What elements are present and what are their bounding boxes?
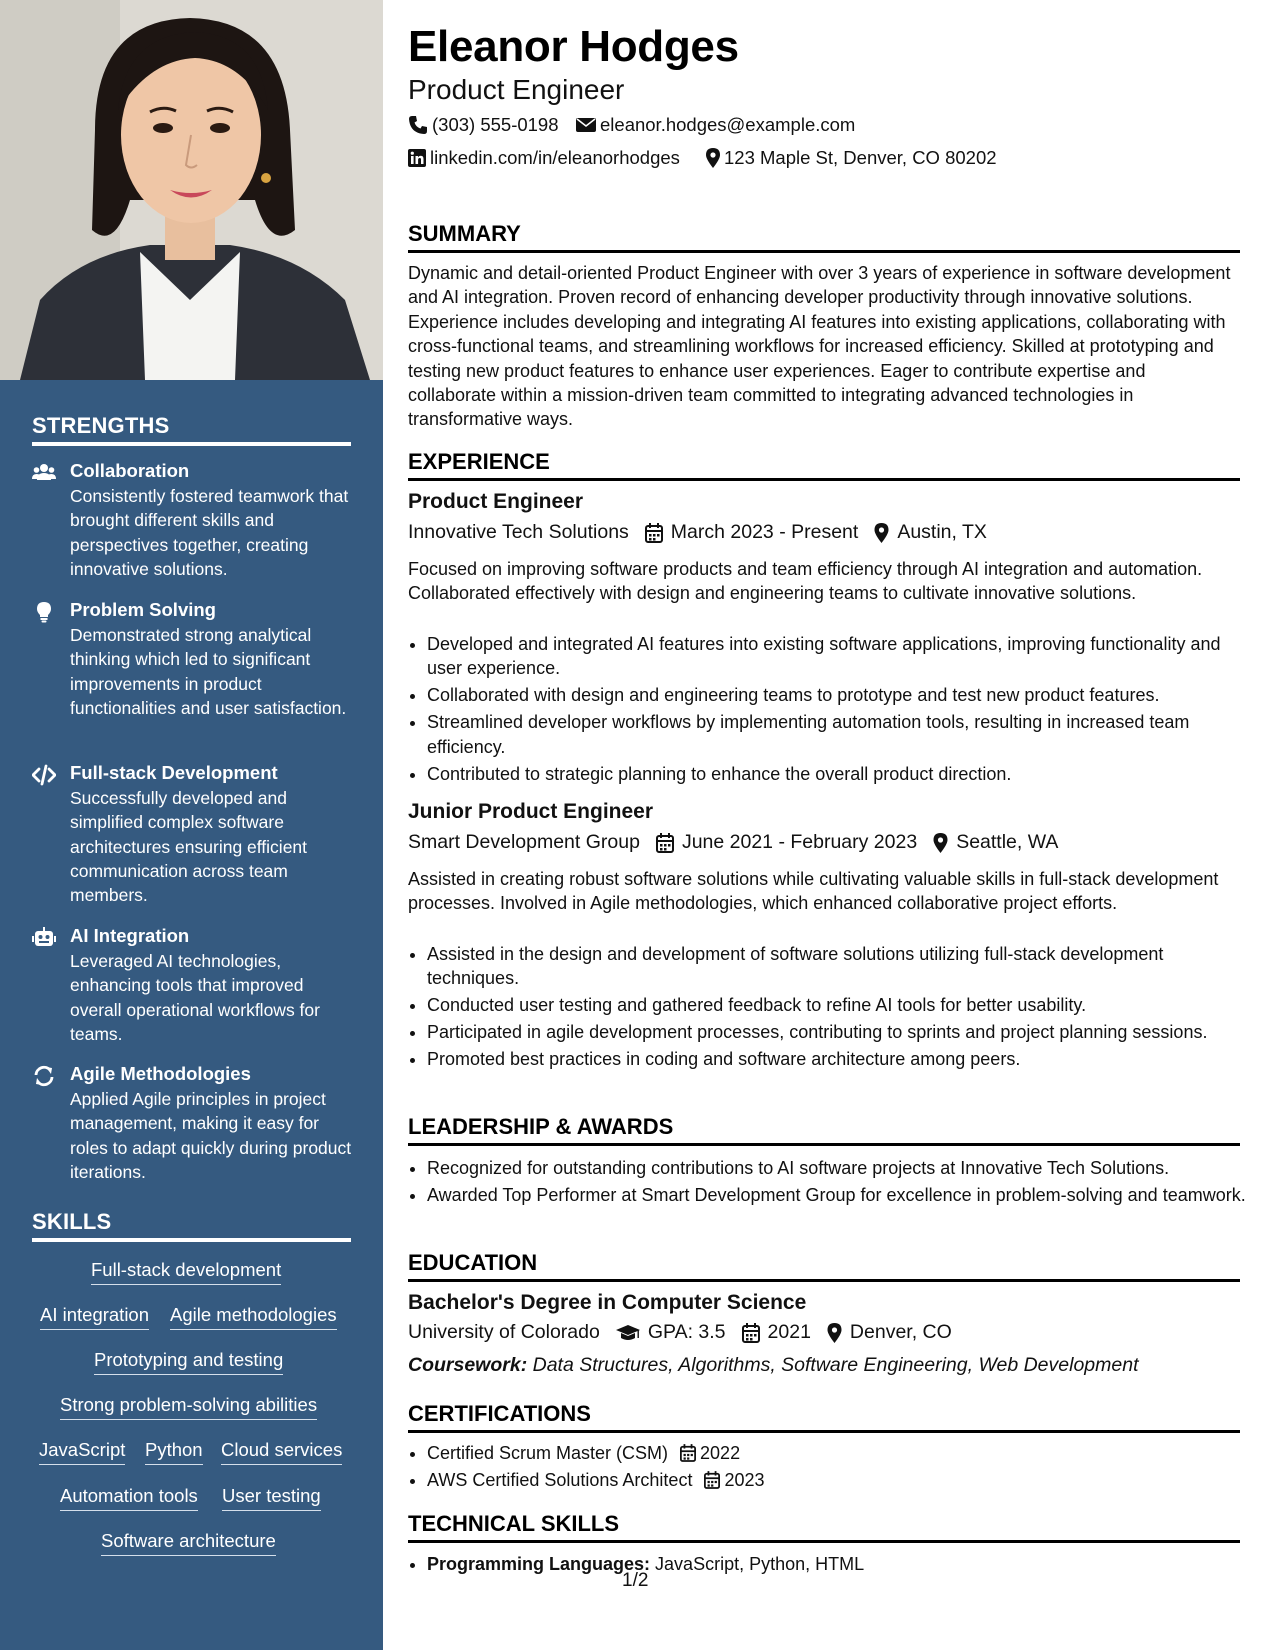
certification-name: • AWS Certified Solutions Architect bbox=[427, 1470, 693, 1490]
experience-heading: EXPERIENCE bbox=[408, 449, 1240, 481]
education-heading: EDUCATION bbox=[408, 1250, 1240, 1282]
address-contact bbox=[706, 147, 997, 169]
job-dates: March 2023 - Present bbox=[670, 521, 859, 543]
job-bullets bbox=[408, 632, 1259, 789]
job-description: Assisted in creating robust software solutions while cultivating valuable skills in full-stack development processes. Involved in Agile methodologies, which enhanced collaborative project efforts. bbox=[408, 869, 1219, 914]
address-text: 123 Maple St, Denver, CO 80202 bbox=[724, 147, 997, 168]
summary-heading: SUMMARY bbox=[408, 221, 1240, 253]
calendar-icon bbox=[742, 1323, 760, 1343]
strength-desc: Leveraged AI technologies, enhancing tools that improved overall operational workflows for teams. bbox=[70, 951, 320, 1044]
graduation-year: 2021 bbox=[767, 1321, 811, 1343]
technical-skills-heading: TECHNICAL SKILLS bbox=[408, 1511, 1240, 1543]
linkedin-text[interactable]: linkedin.com/in/eleanorhodges bbox=[430, 147, 680, 168]
leadership-bullets bbox=[408, 1156, 1259, 1210]
list-item: • Participated in agile development processes, contributing to sprints and project planning sessions. bbox=[427, 1020, 1259, 1044]
linkedin-icon bbox=[408, 149, 426, 167]
coursework bbox=[408, 1354, 1139, 1377]
job-meta bbox=[408, 521, 987, 544]
job-dates: June 2021 - February 2023 bbox=[681, 831, 918, 853]
skills-heading: SKILLS bbox=[32, 1209, 351, 1242]
list-item: • Promoted best practices in coding and software architecture among peers. bbox=[427, 1047, 1259, 1071]
job-meta bbox=[408, 831, 1058, 854]
job-description: Focused on improving software products and team efficiency through AI integration and automation. Collaborated effectively with design and engineering teams to cultivate innovative solutions. bbox=[408, 559, 1203, 604]
phone-text: (303) 555-0198 bbox=[432, 114, 559, 135]
graduation-cap-icon bbox=[616, 1324, 640, 1342]
job-location: Seattle, WA bbox=[956, 831, 1059, 853]
strength-title: Problem Solving bbox=[70, 599, 216, 620]
technical-skills-list bbox=[408, 1552, 1259, 1579]
profile-photo bbox=[0, 0, 383, 380]
envelope-icon bbox=[576, 116, 596, 134]
strength-desc: Applied Agile principles in project management, making it easy for roles to adapt quickly during product iterations. bbox=[70, 1089, 352, 1182]
skill-tag: Cloud services bbox=[221, 1439, 342, 1465]
strength-title: AI Integration bbox=[70, 925, 190, 946]
skill-tag: Software architecture bbox=[101, 1530, 276, 1556]
strength-desc: Successfully developed and simplified complex software architectures ensuring efficient communication across team members. bbox=[70, 788, 308, 906]
page-indicator: 1/2 bbox=[622, 1570, 649, 1591]
strength-title: Full-stack Development bbox=[70, 762, 278, 783]
map-marker-icon bbox=[874, 523, 889, 543]
school-name: University of Colorado bbox=[408, 1321, 600, 1343]
calendar-icon bbox=[704, 1471, 720, 1489]
list-item: • Developed and integrated AI features into existing software applications, improving functionality and user experience. bbox=[427, 632, 1259, 681]
company-name: Innovative Tech Solutions bbox=[408, 521, 629, 543]
skill-tag: Prototyping and testing bbox=[94, 1349, 283, 1375]
gpa-text: GPA: 3.5 bbox=[647, 1321, 726, 1343]
map-marker-icon bbox=[933, 833, 948, 853]
users-icon bbox=[32, 462, 56, 484]
list-item: • Awarded Top Performer at Smart Development Group for excellence in problem-solving and teamwork. bbox=[427, 1183, 1259, 1207]
company-name: Smart Development Group bbox=[408, 831, 640, 853]
skill-tag: User testing bbox=[222, 1485, 321, 1511]
phone-icon bbox=[408, 115, 428, 135]
calendar-icon bbox=[656, 833, 674, 853]
tech-skill-label: Programming Languages: bbox=[427, 1554, 651, 1574]
skill-tag: Agile methodologies bbox=[170, 1304, 337, 1330]
strength-desc: Consistently fostered teamwork that brought different skills and perspectives together, creating innovative solutions. bbox=[70, 486, 349, 579]
sync-icon bbox=[32, 1065, 56, 1087]
job-location: Austin, TX bbox=[897, 521, 987, 543]
phone-contact bbox=[408, 114, 559, 136]
certification-year: 2023 bbox=[724, 1470, 765, 1490]
skill-tag: Full-stack development bbox=[91, 1259, 281, 1285]
certification-list bbox=[408, 1441, 1259, 1495]
calendar-icon bbox=[645, 523, 663, 543]
list-item bbox=[427, 1468, 1259, 1492]
leadership-heading: LEADERSHIP & AWARDS bbox=[408, 1114, 1240, 1146]
skill-tag: Automation tools bbox=[60, 1485, 198, 1511]
coursework-label: Coursework: bbox=[408, 1354, 528, 1376]
job-bullets bbox=[408, 942, 1259, 1074]
strength-desc: Demonstrated strong analytical thinking which led to significant improvements in product functionalities and user satisfaction. bbox=[70, 625, 347, 718]
coursework-text: Data Structures, Algorithms, Software Engineering, Web Development bbox=[532, 1354, 1139, 1376]
list-item: • Streamlined developer workflows by implementing automation tools, resulting in increased team efficiency. bbox=[427, 710, 1259, 759]
job-title: Junior Product Engineer bbox=[408, 800, 654, 823]
map-marker-icon bbox=[706, 148, 720, 168]
list-item: • Collaborated with design and engineering teams to prototype and test new product features. bbox=[427, 683, 1259, 707]
candidate-title: Product Engineer bbox=[408, 74, 625, 105]
lightbulb-icon bbox=[32, 601, 56, 623]
code-icon bbox=[32, 764, 56, 786]
list-item: • Assisted in the design and development of software solutions utilizing full-stack development techniques. bbox=[427, 942, 1259, 991]
tech-skill-value: JavaScript, Python, HTML bbox=[655, 1554, 865, 1574]
skill-tag: AI integration bbox=[40, 1304, 149, 1330]
list-item bbox=[427, 1552, 1259, 1576]
list-item: • Conducted user testing and gathered feedback to refine AI tools for better usability. bbox=[427, 993, 1259, 1017]
calendar-icon bbox=[680, 1444, 696, 1462]
map-marker-icon bbox=[827, 1323, 842, 1343]
email-contact[interactable] bbox=[576, 114, 855, 136]
linkedin-contact[interactable] bbox=[408, 147, 680, 169]
skill-tag: Python bbox=[145, 1439, 203, 1465]
sidebar bbox=[0, 0, 383, 1650]
strength-title: Collaboration bbox=[70, 460, 190, 481]
strengths-heading: STRENGTHS bbox=[32, 413, 351, 446]
summary-text: Dynamic and detail-oriented Product Engineer with over 3 years of experience in software development and AI integration. Proven record of enhancing developer productivity through innovative solutions. Experience includes developing and integrating AI features into existing applications, collaborating with cross-functional teams, and streamlining workflows for increased efficiency. Skilled at prototyping and testing new product features to enhance user experiences. Eager to contribute expertise and collaborate within a mission-driven team committed to integrating advanced technologies in transformative ways. bbox=[408, 263, 1231, 430]
skill-tag: Strong problem-solving abilities bbox=[60, 1394, 317, 1420]
skill-tag: JavaScript bbox=[39, 1439, 125, 1465]
candidate-name: Eleanor Hodges bbox=[408, 22, 739, 71]
certification-year: 2022 bbox=[700, 1443, 741, 1463]
list-item: • Contributed to strategic planning to enhance the overall product direction. bbox=[427, 762, 1259, 786]
certification-name: • Certified Scrum Master (CSM) bbox=[427, 1443, 669, 1463]
list-item: • Recognized for outstanding contributions to AI software projects at Innovative Tech Solutions. bbox=[427, 1156, 1259, 1180]
list-item bbox=[427, 1441, 1259, 1465]
job-title: Product Engineer bbox=[408, 490, 584, 513]
education-meta bbox=[408, 1321, 952, 1344]
strength-title: Agile Methodologies bbox=[70, 1063, 251, 1084]
email-text[interactable]: eleanor.hodges@example.com bbox=[600, 114, 856, 135]
school-location: Denver, CO bbox=[849, 1321, 952, 1343]
certifications-heading: CERTIFICATIONS bbox=[408, 1401, 1240, 1433]
degree-title: Bachelor's Degree in Computer Science bbox=[408, 1291, 807, 1314]
robot-icon bbox=[32, 927, 56, 949]
